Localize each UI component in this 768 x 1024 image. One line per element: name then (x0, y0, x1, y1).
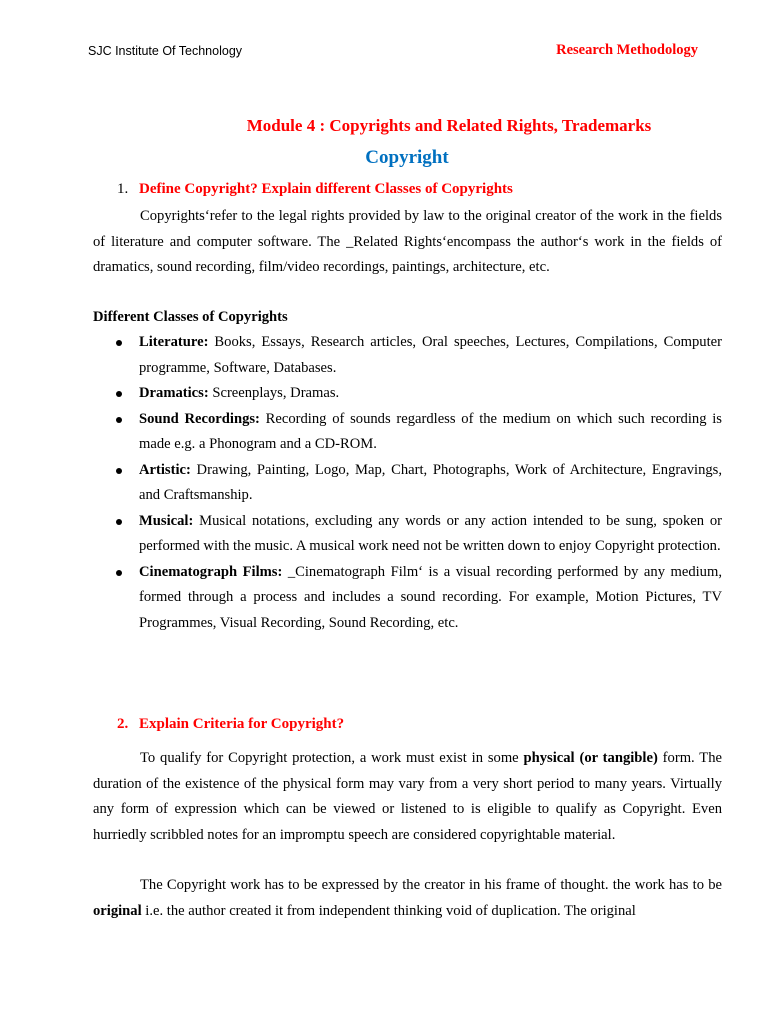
bullet-icon (116, 570, 122, 576)
class-term: Artistic: (139, 461, 191, 478)
module-title: Module 4 : Copyrights and Related Rights, Trademarks (246, 116, 652, 135)
criteria-paragraph-1-emphasis: physical (or tangible) (523, 750, 658, 766)
intro-paragraph (93, 204, 722, 281)
bullet-icon (116, 340, 122, 346)
question-2-text: Explain Criteria for Copyright? (139, 716, 345, 732)
question-2-number: 2. (117, 716, 129, 732)
section-title: Copyright (365, 147, 449, 168)
bullet-icon (116, 468, 122, 474)
question-1-number: 1. (117, 181, 129, 197)
question-1-text: Define Copyright? Explain different Classes of Copyrights (139, 181, 513, 197)
list-item (93, 407, 722, 458)
page-header (88, 42, 698, 62)
criteria-paragraph-2-end: i.e. the author created it from independent thinking void of duplication. The original (141, 902, 636, 919)
question-2-heading (117, 714, 344, 734)
class-term: Literature: (139, 334, 209, 350)
list-item (93, 509, 722, 560)
criteria-paragraph-1-start: To qualify for Copyright protection, a work must exist in some (140, 750, 524, 766)
bullet-icon (116, 391, 122, 397)
course-name: Research Methodology (556, 42, 698, 58)
class-term: Sound Recordings: (139, 410, 260, 427)
list-item (93, 330, 722, 381)
class-description: Screenplays, Dramas. (208, 385, 340, 401)
class-description: _Cinematograph Film‘ is a visual recording performed by any medium, formed through a process and includes a sound recording. For example, Motion Pictures, TV Programmes, Visual Recording, Sound Recording, etc. (139, 563, 722, 631)
classes-heading: Different Classes of Copyrights (93, 309, 288, 325)
criteria-paragraph-2 (93, 873, 722, 924)
list-item (93, 560, 722, 637)
question-1-heading (117, 179, 513, 199)
class-description: Musical notations, excluding any words or any action intended to be sung, spoken or performed with the music. A musical work need not be written down to enjoy Copyright protection. (139, 512, 722, 554)
criteria-paragraph-2-emphasis: original (93, 902, 142, 919)
classes-list (93, 330, 722, 636)
bullet-icon (116, 417, 122, 423)
class-term: Cinematograph Films: (139, 563, 283, 580)
criteria-paragraph-2-start: The Copyright work has to be expressed by the creator in his frame of thought. the work has to be (140, 877, 722, 893)
intro-paragraph-text: Copyrights‘refer to the legal rights provided by law to the original creator of the work in the fields of literature and computer software. The _Related Rights‘encompass the author‘s work in the fields of dramatics, sound recording, film/video recordings, paintings, architecture, etc. (93, 208, 722, 275)
class-term: Musical: (139, 512, 194, 529)
class-description: Recording of sounds regardless of the medium on which such recording is made e.g. a Phonogram and a CD-ROM. (139, 410, 722, 452)
bullet-icon (116, 519, 122, 525)
list-item (93, 381, 722, 407)
class-term: Dramatics: (139, 385, 209, 401)
list-item (93, 458, 722, 509)
class-description: Books, Essays, Research articles, Oral speeches, Lectures, Compilations, Computer programme, Software, Databases. (139, 334, 722, 376)
criteria-paragraph-1-end: form. The duration of the existence of the physical form may vary from a very short period to many years. Virtually any form of expression which can be viewed or listened to is eligible to qualify as Copyright. Even hurriedly scribbled notes for an impromptu speech are considered copyrightable material. (93, 750, 722, 843)
class-description: Drawing, Painting, Logo, Map, Chart, Photographs, Work of Architecture, Engravings, and Craftsmanship. (139, 461, 722, 503)
criteria-paragraph-1 (93, 746, 722, 848)
institute-name: SJC Institute Of Technology (88, 44, 243, 58)
